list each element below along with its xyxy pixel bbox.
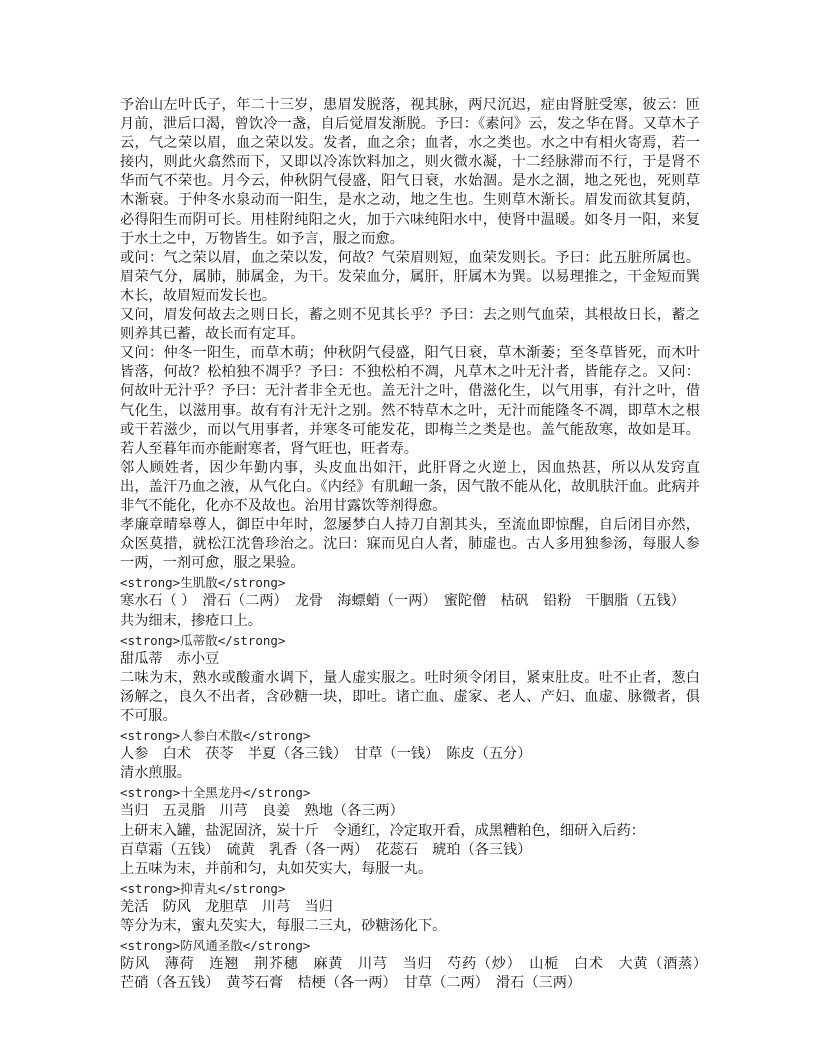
paragraph: 寒水石（ ） 滑石（二两） 龙骨 海螵蛸（一两） 蜜陀僧 枯矾 铅粉 干胭脂（五钱） [120, 593, 685, 610]
paragraph: 予治山左叶氏子，年二十三岁，患眉发脱落，视其脉，两尺沉迟，症由肾脏受寒，彼云：匝月前，泄后口渴，曾饮冷一盏，自后觉眉发渐脱。予曰：《素问》云，发之华在肾。又草木子云，气之荣以眉，血之荣以发。发者，血之余；血者，水之类也。水之中有相火寄焉，若一接内，则此火翕然而下，又即以冷冻饮料加之，则火微水凝，十二经脉滞而不行，于是肾不华而气不荣也。月今云，仲秋阴气侵盛，阳气日衰，水始涸。是水之涸，地之死也，死则草木渐衰。于仲冬水泉动而一阳生，是水之动，地之生也。生则草木渐长。眉发而欲其复荫，必得阳生而阴可长。用桂附纯阳之火，加于六味纯阳水中，使肾中温暖。如冬月一阳，来复于水土之中，万物皆生。如予言，服之而愈。 [120, 97, 700, 247]
paragraph: 百草霜（五钱） 硫黄 乳香（各一两） 花蕊石 琥珀（各三钱） [120, 841, 532, 858]
paragraph: 二味为末，熟水或酸齑水调下，量人虚实服之。吐时须令闭目，紧束肚皮。吐不止者，葱白汤解之，良久不出者，含砂糖一块，即吐。诸亡血、虚家、老人、产妇、血虚、脉微者，俱不可服。 [120, 669, 700, 724]
paragraph: 羌活 防风 龙胆草 川芎 当归 [120, 898, 333, 915]
paragraph: 上五味为末，并前和匀，丸如芡实大，每服一丸。 [120, 860, 433, 877]
paragraph: 共为细末，掺疮口上。 [120, 612, 262, 629]
paragraph: 又问：仲冬一阳生，而草木萌；仲秋阴气侵盛，阳气日衰，草木渐萎；至冬草皆死，而木叶皆落，何故？松柏独不凋乎？予曰：不独松柏不凋，凡草木之叶无汁者，皆能存之。又问：何故叶无汁乎？予曰：无汁者非全无也。盖无汁之叶，借滋化生，以气用事，有汁之叶，借气化生，以滋用事。故有有汁无汁之别。然不特草木之叶，无汁而能隆冬不凋，即草木之根或干若滋少，而以气用事者，并寒冬可能发花，即梅兰之类是也。盖气能敌寒，故如是耳。若人至暮年而亦能耐寒者，肾气旺也，旺者寿。 [120, 345, 700, 457]
document-page [120, 96, 715, 993]
paragraph: 等分为末，蜜丸芡实大，每服二三丸，砂糖汤化下。 [120, 918, 447, 935]
paragraph: 人参 白术 茯苓 半夏（各三钱） 甘草（一钱） 陈皮（五分） [120, 746, 532, 763]
formula-heading: <strong>抑青丸</strong> [120, 880, 286, 896]
paragraph: 邻人顾姓者，因少年勤内事，头皮血出如汗，此肝肾之火逆上，因血热甚，所以从发窍直出，盖汗乃血之液，从气化白。《内经》有肌衄一条，因气散不能从化，故肌肤汗血。此病并非气不能化，化亦不及故也。治用甘露饮等剂得愈。 [120, 459, 700, 514]
formula-heading: <strong>瓜蒂散</strong> [120, 632, 286, 648]
paragraph: 当归 五灵脂 川芎 良姜 熟地（各三两） [120, 803, 404, 820]
formula-heading: <strong>生肌散</strong> [120, 575, 286, 591]
paragraph: 上研末入罐，盐泥固济，炭十斤 令通红，冷定取开看，成黑糟粕色，细研入后药： [120, 822, 645, 839]
formula-heading: <strong>人参白术散</strong> [120, 728, 311, 744]
formula-heading: <strong>防风通圣散</strong> [120, 938, 311, 954]
paragraph: 或问：气之荣以眉，血之荣以发，何故？气荣眉则短，血荣发则长。予曰：此五脏所属也。眉荣气分，属肺，肺属金，为干。发荣血分，属肝，肝属木为巽。以易理推之，干金短而巽木长，故眉短而发长也。 [120, 249, 700, 304]
formula-heading: <strong>十全黑龙丹</strong> [120, 785, 311, 801]
paragraph: 甜瓜蒂 赤小豆 [120, 650, 220, 667]
paragraph: 又问，眉发何故去之则日长，蓄之则不见其长乎？予曰：去之则气血荣，其根故日长，蓄之则养其已蓄，故长而有定耳。 [120, 307, 700, 343]
paragraph: 防风 薄荷 连翘 荆芥穗 麻黄 川芎 当归 芍药（炒） 山栀 白术 大黄（酒蒸） 芒硝（各五钱） 黄芩石膏 桔梗（各一两） 甘草（二两） 滑石（三两） [120, 956, 715, 992]
paragraph: 清水煎服。 [120, 765, 191, 782]
paragraph: 孝廉章晴皋尊人，御臣中年时，忽屡梦白人持刀自割其头，至流血即惊醒，自后闭目亦然，众医莫措，就松江沈鲁珍治之。沈曰：寐而见白人者，肺虚也。古人多用独参汤，每服人参一两，一剂可愈，服之果验。 [120, 517, 700, 572]
